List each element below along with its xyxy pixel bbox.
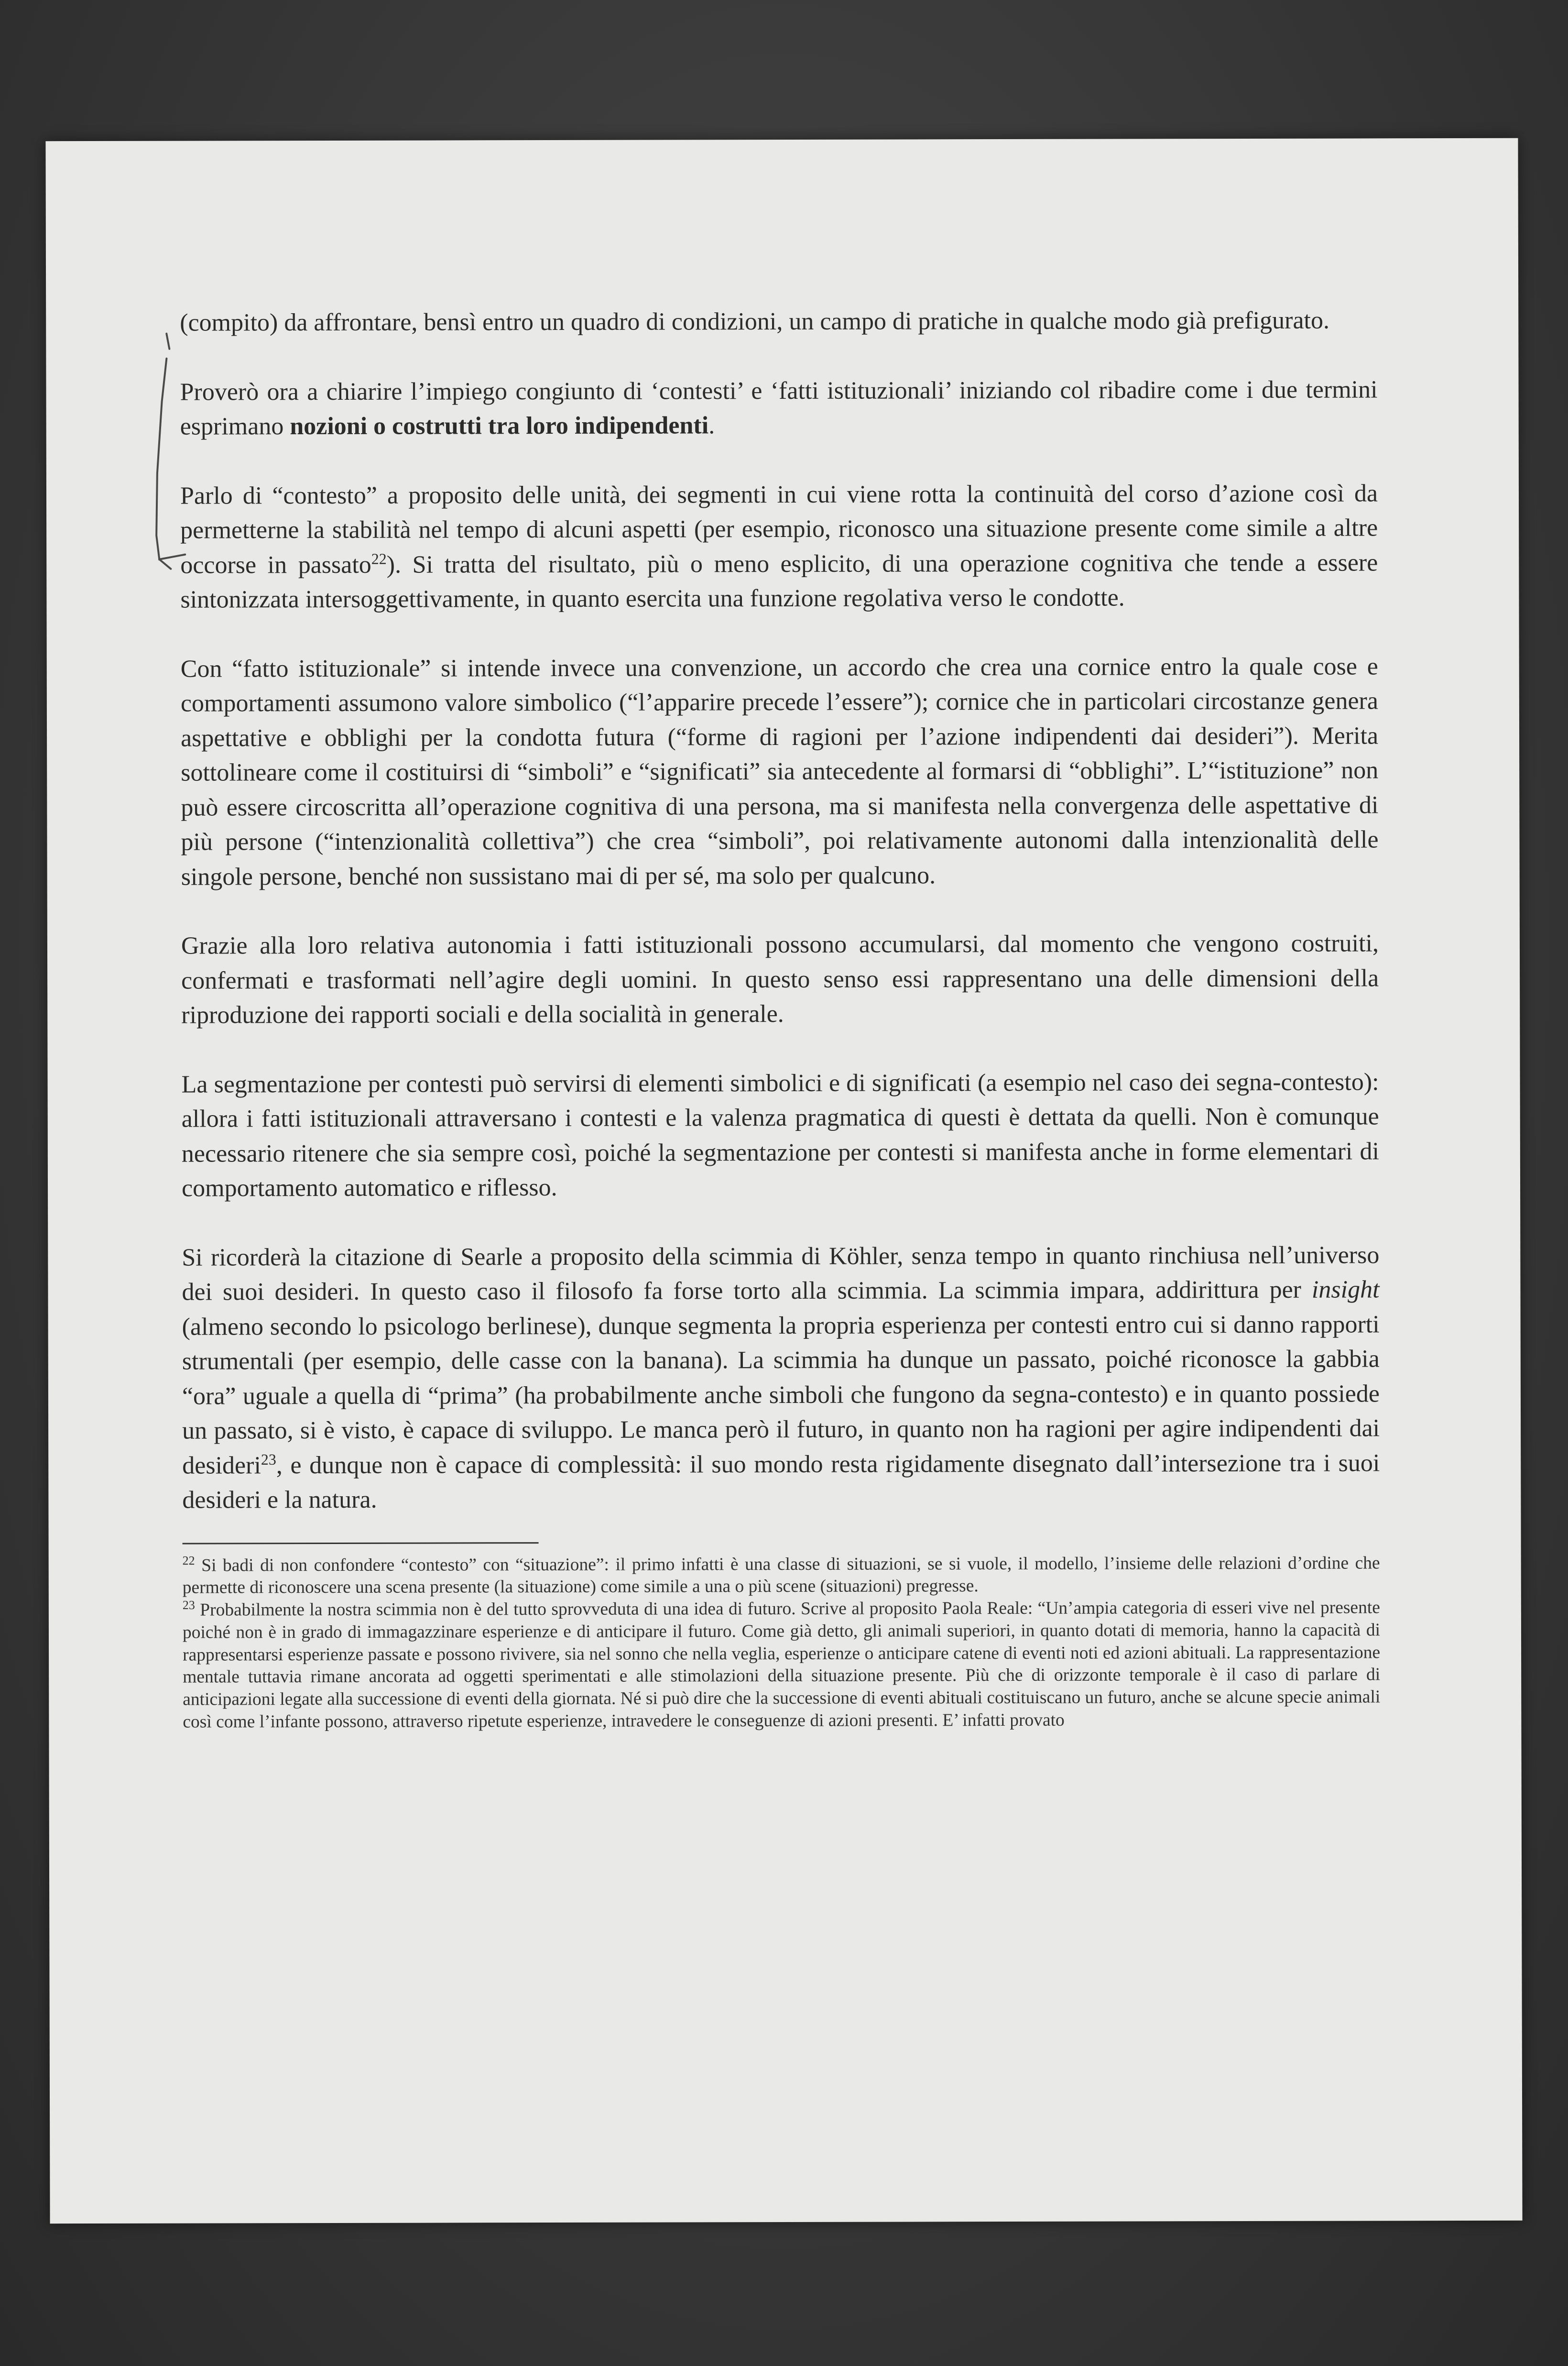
footnote-text: Probabilmente la nostra scimmia non è del tutto sprovveduta di una idea di futuro. Scrive al proposito Paola Reale: “Un’ampia categoria di esseri vive nel presente poiché non è in grado di immagazzinare esperienze e di anticipare il futuro. Come già detto, gli animali superiori, in quanto dotati di memoria, hanno la capacità di rappresentarsi esperienze passate e possono rivivere, sia nel sonno che nella veglia, esperienze o anticipare catene di eventi noti ed azioni abituali. La rappresentazione mentale tuttavia rimane ancorata ad oggetti sperimentati e alle stimolazioni della situazione presente. Più che di orizzonte temporale è il caso di parlare di anticipazioni legate alla successione di eventi della giornata. Né si può dire che la successione di eventi abituali costituiscano un futuro, anche se alcune specie animali così come l’infante possono, attraverso ripetute esperienze, intravedere le conseguenze di azioni presenti. E’ infatti provato	[182, 1598, 1381, 1732]
text-segment: ). Si tratta del risultato, più o meno esplicito, di una operazione cognitiva che tende a essere sintonizzata intersoggettivamente, in quanto esercita una funzione regolativa verso le condotte.	[180, 548, 1378, 613]
paragraph-4: Grazie alla loro relativa autonomia i fatti istituzionali possono accumularsi, dal momento che vengono costruiti, confermati e trasformati nell’agire degli uomini. In questo senso essi rappresentano una delle dimensioni della riproduzione dei rapporti sociali e della socialità in generale.	[181, 930, 1379, 1029]
text-segment: Si ricorderà la citazione di Searle a proposito della scimmia di Köhler, senza tempo in quanto rinchiusa nell’universo dei suoi desideri. In questo caso il filosofo fa forse torto alla scimmia. La scimmia impara, addirittura per	[182, 1241, 1380, 1306]
paragraph-6	[182, 1238, 1380, 1518]
paragraph-5: La segmentazione per contesti può servirsi di elementi simbolici e di significati (a esempio nel caso dei segna-contesto): allora i fatti istituzionali attraversano i contesti e la valenza pragmatica di questi è dettata da quelli. Non è comunque necessario ritenere che sia sempre così, poiché la segmentazione per contesti si manifesta anche in forme elementari di comportamento automatico e riflesso.	[181, 1068, 1379, 1202]
footnote-23	[183, 1597, 1381, 1733]
bold-phrase: nozioni o costrutti tra loro indipendenti	[290, 412, 709, 440]
page-body	[180, 303, 1380, 1733]
italic-word: insight	[1311, 1276, 1380, 1303]
text-segment: , e dunque non è capace di complessità: il suo mondo resta rigidamente disegnato dall’intersezione tra i suoi desideri e la natura.	[182, 1449, 1380, 1514]
footnote-number: 22	[182, 1553, 195, 1567]
footnote-text: Si badi di non confondere “contesto” con “situazione”: il primo infatti è una classe di situazioni, se si vuole, il modello, l’insieme delle relazioni d’ordine che permette di riconoscere una scena presente (la situazione) come simile a una o più scene (situazioni) pregresse.	[182, 1553, 1380, 1598]
paragraph-3: Con “fatto istituzionale” si intende invece una convenzione, un accordo che crea una cornice entro la quale cose e comportamenti assumono valore simbolico (“l’apparire precede l’essere”); cornice che in particolari circostanze genera aspettative e obblighi per la condotta futura (“forme di ragioni per l’azione indipendenti dai desideri”). Merita sottolineare come il costituirsi di “simboli” e “significati” sia antecedente al formarsi di “obblighi”. L’“istituzione” non può essere circoscritta all’operazione cognitiva di una persona, ma si manifesta nella convergenza delle aspettative di più persone (“intenzionalità collettiva”) che crea “simboli”, poi relativamente autonomi dalla intenzionalità delle singole persone, benché non sussistano mai di per sé, ma solo per qualcuno.	[180, 652, 1379, 891]
footnote-ref-23: 23	[261, 1450, 276, 1468]
footnote-number: 23	[182, 1598, 195, 1612]
footnote-separator	[183, 1542, 539, 1544]
text-segment: (almeno secondo lo psicologo berlinese), dunque segmenta la propria esperienza per contesti entro cui si danno rapporti strumentali (per esempio, delle casse con la banana). La scimmia ha dunque un passato, poiché riconosce la gabbia “ora” uguale a quella di “prima” (ha probabilmente anche simboli che fungono da segna-contesto) e in quanto possiede un passato, si è visto, è capace di sviluppo. Le manca però il futuro, in quanto non ha ragioni per agire indipendenti dai desideri	[182, 1310, 1380, 1479]
paragraph-1	[180, 372, 1377, 444]
paragraph-2	[180, 476, 1378, 617]
footnote-ref-22: 22	[371, 549, 387, 567]
text-segment: .	[708, 412, 715, 439]
footnote-22	[183, 1552, 1380, 1599]
text-segment: Parlo di “contesto” a proposito delle unità, dei segmenti in cui viene rotta la continuità del corso d’azione così da permetterne la stabilità nel tempo di alcuni aspetti (per esempio, riconosco una situazione presente come simile a altre occorse in passato	[180, 479, 1378, 579]
paper-sheet	[45, 138, 1522, 2224]
text-segment: Proverò ora a chiarire l’impiego congiunto di ‘contesti’ e ‘fatti istituzionali’ iniziando col ribadire come i due termini esprimano	[180, 375, 1378, 440]
paragraph-continuation: (compito) da affrontare, bensì entro un quadro di condizioni, un campo di pratiche in qualche modo già prefigurato.	[180, 307, 1330, 337]
